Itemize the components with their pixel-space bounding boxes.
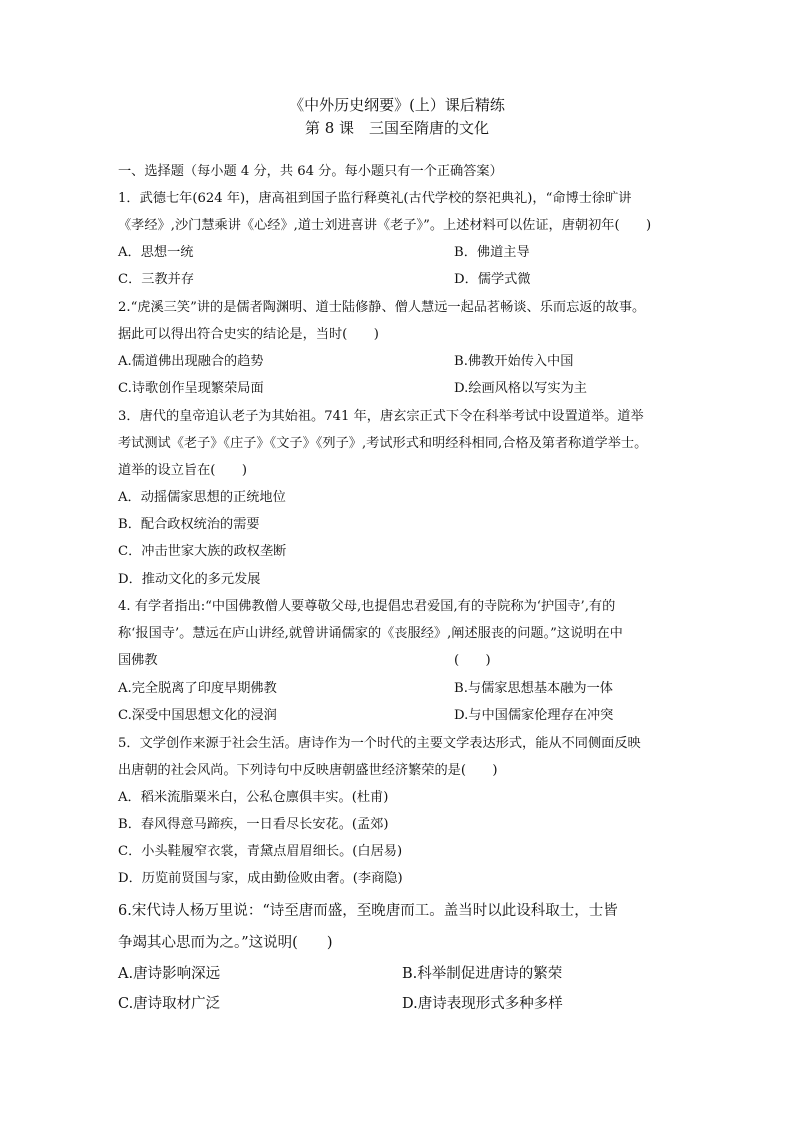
question-stem-line: 《孝经》,沙门慧乘讲《心经》,道士刘进喜讲《老子》”。上述材料可以佐证，唐朝初年( ) [118,218,652,233]
answer-blank: ( ) [454,653,491,668]
question-stem-line: 4. 有学者指出:“中国佛教僧人要尊敬父母,也提倡忠君爱国,有的寺院称为‘护国寺’,有的 [118,599,616,614]
question-stem-line: 争竭其心思而为之。”这说明( ) [118,935,333,951]
question-stem-line: 国佛教 [118,653,158,668]
section-heading: 一、选择题（每小题 4 分，共 64 分。每小题只有一个正确答案） [118,164,503,179]
option-a: A．动摇儒家思想的正统地位 [118,490,286,505]
question-stem-line: 称‘报国寺’。慧远在庐山讲经,就曾讲诵儒家的《丧服经》,阐述服丧的问题。”这说明在中 [118,626,623,641]
option-a: A.完全脱离了印度早期佛教 [118,681,277,696]
option-d: D.绘画风格以写实为主 [454,381,587,396]
option-c: C．三教并存 [118,272,195,287]
option-a: A．稻米流脂粟米白，公私仓廪俱丰实。(杜甫) [118,790,389,805]
option-a: A．思想一统 [118,245,194,260]
document-title: 《中外历史纲要》(上）课后精练 [289,96,505,114]
option-d: D．推动文化的多元发展 [118,572,261,587]
option-b: B．配合政权统治的需要 [118,517,260,532]
option-b: B.与儒家思想基本融为一体 [454,681,613,696]
question-stem-line: 出唐朝的社会风尚。下列诗句中反映唐朝盛世经济繁荣的是( ) [118,763,498,778]
question-stem-line: 据此可以得出符合史实的结论是，当时( ) [118,327,379,342]
option-d: D.唐诗表现形式多种多样 [402,996,563,1012]
option-b: B.佛教开始传入中国 [454,354,574,369]
option-c: C.诗歌创作呈现繁荣局面 [118,381,264,396]
option-b: B.科举制促进唐诗的繁荣 [402,966,563,982]
option-c: C.深受中国思想文化的浸润 [118,708,277,723]
option-c: C.唐诗取材广泛 [118,996,221,1012]
lesson-subtitle: 第 8 课 三国至隋唐的文化 [304,119,490,137]
option-b: B．佛道主导 [454,245,530,260]
option-d: D．儒学式微 [454,272,531,287]
question-stem-line: 3．唐代的皇帝追认老子为其始祖。741 年，唐玄宗正式下令在科举考试中设置道举。道举 [118,409,644,424]
option-d: D．历览前贤国与家，成由勤俭败由奢。(李商隐) [118,871,403,886]
question-stem-line: 1．武德七年(624 年)，唐高祖到国子监行释奠礼(古代学校的祭祀典礼)，“命博士徐旷讲 [118,191,632,206]
question-stem-line: 2.“虎溪三笑”讲的是儒者陶渊明、道士陆修静、僧人慧远一起品茗畅谈、乐而忘返的故事。 [118,300,646,315]
question-stem-line: 5．文学创作来源于社会生活。唐诗作为一个时代的主要文学表达形式，能从不同侧面反映 [118,736,641,751]
question-stem-line: 6.宋代诗人杨万里说：“诗至唐而盛，至晚唐而工。盖当时以此设科取士，士皆 [118,903,618,919]
option-c: C．小头鞋履窄衣裳，青黛点眉眉细长。(白居易) [118,844,403,859]
option-a: A.唐诗影响深远 [118,966,221,982]
option-c: C．冲击世家大族的政权垄断 [118,544,287,559]
option-d: D.与中国儒家伦理存在冲突 [454,708,614,723]
question-stem-line: 道举的设立旨在( ) [118,463,247,478]
option-a: A.儒道佛出现融合的趋势 [118,354,264,369]
question-stem-line: 考试测试《老子》《庄子》《文子》《列子》,考试形式和明经科相同,合格及第者称道学举士。 [118,436,648,451]
option-b: B．春风得意马蹄疾，一日看尽长安花。(孟郊) [118,817,389,832]
